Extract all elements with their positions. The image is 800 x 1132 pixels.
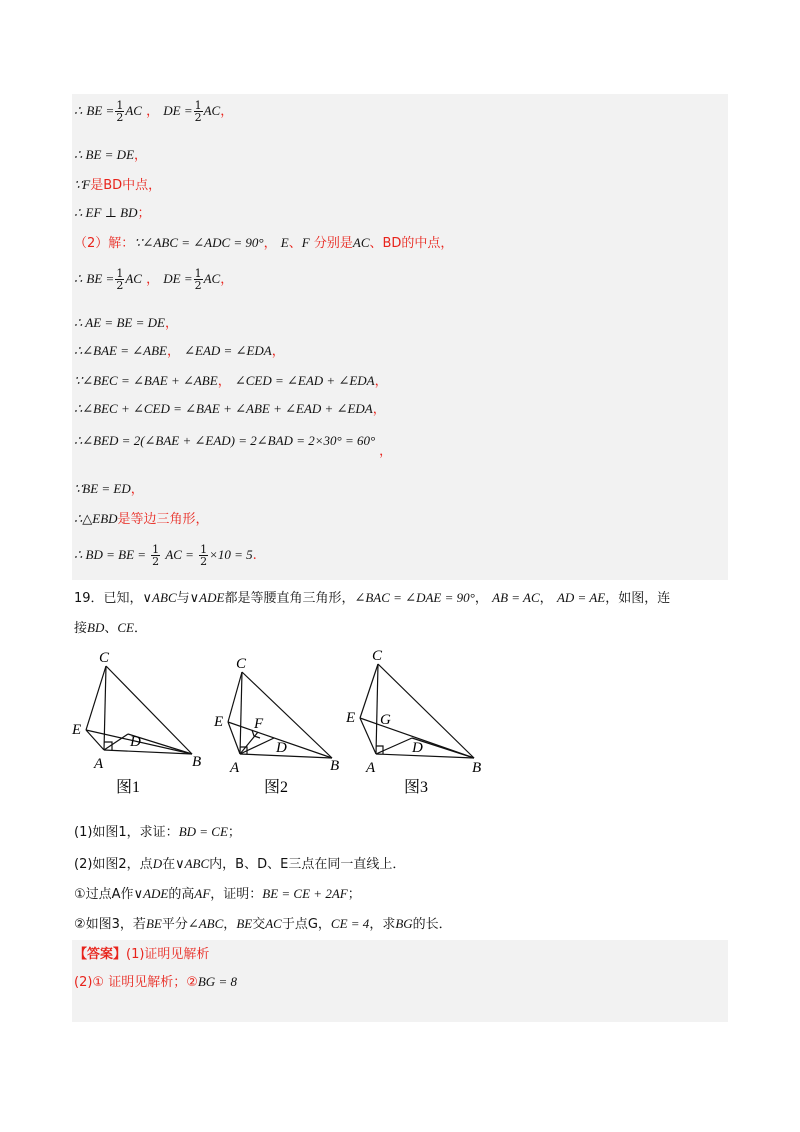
figure-2 (212, 652, 352, 802)
caption-fig2: 图2 (264, 779, 289, 796)
solution-line-13: ∴△EBD是等边三角形， (74, 511, 209, 527)
label-a: A (94, 756, 104, 772)
question-line-2: 接BD、CE． (74, 620, 148, 636)
fraction: $\frac{1}{2}$ (116, 267, 124, 292)
segment-ea (228, 722, 240, 754)
sub-question-1: (1)如图1，求证：BD = CE； (74, 824, 241, 840)
label-c: C (372, 648, 383, 664)
solution-line-9: ∵∠BEC = ∠BAE + ∠ABE， ∠CED = ∠EAD + ∠EDA， (74, 373, 388, 389)
segment-ca (104, 666, 106, 750)
solution-line-6: ∴ BE = $\frac{1}{2}$ AC ， DE = $\frac{1}{2}$ AC， (74, 267, 234, 292)
segment-ca (240, 672, 242, 754)
label-b: B (472, 760, 482, 776)
label-d: D (130, 734, 141, 750)
fraction: $\frac{1}{2}$ (116, 99, 124, 124)
solution-line-10: ∴∠BEC + ∠CED = ∠BAE + ∠ABE + ∠EAD + ∠EDA， (74, 401, 386, 417)
caption-fig3: 图3 (404, 779, 429, 796)
answer-line-2: (2)① 证明见解析；②BG = 8 (74, 974, 237, 990)
label-c: C (236, 656, 247, 672)
segment-cb (378, 664, 474, 758)
solution-line-11: ∴∠BED = 2(∠BAE + ∠EAD) = 2∠BAD = 2×30° = 60°， (74, 433, 393, 459)
sub-question-2b: ②如图3，若BE平分∠ABC，BE交AC于点G，CE = 4，求BG的长． (74, 916, 452, 932)
answer-line-1: 【答案】(1)证明见解析 (74, 947, 210, 962)
segment-ab (376, 754, 474, 758)
label-b: B (192, 754, 202, 770)
sub-question-2a: ①过点A作∨ADE的高AF，证明：BE = CE + 2AF； (74, 886, 361, 902)
fraction: $\frac{1}{2}$ (194, 99, 202, 124)
segment-af (240, 732, 258, 754)
solution-line-2: ∴ BE = DE， (74, 147, 148, 163)
label-e: E (346, 710, 356, 726)
label-d: D (276, 740, 287, 756)
solution-line-1: ∴ BE = $\frac{1}{2}$ AC ， DE = $\frac{1}{2}$ AC， (74, 99, 234, 124)
segment-ad (240, 738, 274, 754)
label-e: E (72, 722, 82, 738)
label-a: A (366, 760, 376, 776)
question-line-1: 19．已知，∨ABC与∨ADE都是等腰直角三角形，∠BAC = ∠DAE = 90°， AB = AC， AD = AE，如图，连 (74, 590, 671, 606)
solution-line-7: ∴ AE = BE = DE， (74, 315, 178, 331)
solution-block (72, 94, 728, 580)
label-f: F (254, 716, 264, 732)
label-d: D (412, 740, 423, 756)
label-a: A (230, 760, 240, 776)
solution-line-12: ∵BE = ED， (74, 481, 144, 497)
segment-ce (360, 664, 378, 718)
solution-line-8: ∴∠BAE = ∠ABE， ∠EAD = ∠EDA， (74, 343, 285, 359)
segment-cb (242, 672, 332, 758)
segment-ca (376, 664, 378, 754)
segment-ce (228, 672, 242, 722)
label-g: G (380, 712, 391, 728)
solution-line-4: ∴ EF ⊥ BD； (74, 205, 151, 221)
fraction: $\frac{1}{2}$ (200, 543, 208, 568)
label-e: E (214, 714, 224, 730)
solution-line-3: ∵F是BD中点， (74, 177, 162, 193)
figure-1 (66, 646, 216, 802)
solution-line-14: ∴ BD = BE = $\frac{1}{2}$ AC = $\frac{1}{2}$ ×10 = 5. (74, 543, 257, 568)
caption-fig1: 图1 (116, 779, 141, 796)
sub-question-2: (2)如图2，点D在∨ABC内，B、D、E三点在同一直线上． (74, 856, 406, 872)
label-c: C (99, 650, 110, 666)
fraction: $\frac{1}{2}$ (194, 267, 202, 292)
solution-line-5: （2）解：∵∠ABC = ∠ADC = 90°， E、F 分别是AC、BD的中点， (74, 235, 454, 251)
label-b: B (330, 758, 340, 774)
fraction: $\frac{1}{2}$ (152, 543, 160, 568)
segment-ce (86, 666, 106, 730)
figure-3 (346, 644, 494, 802)
